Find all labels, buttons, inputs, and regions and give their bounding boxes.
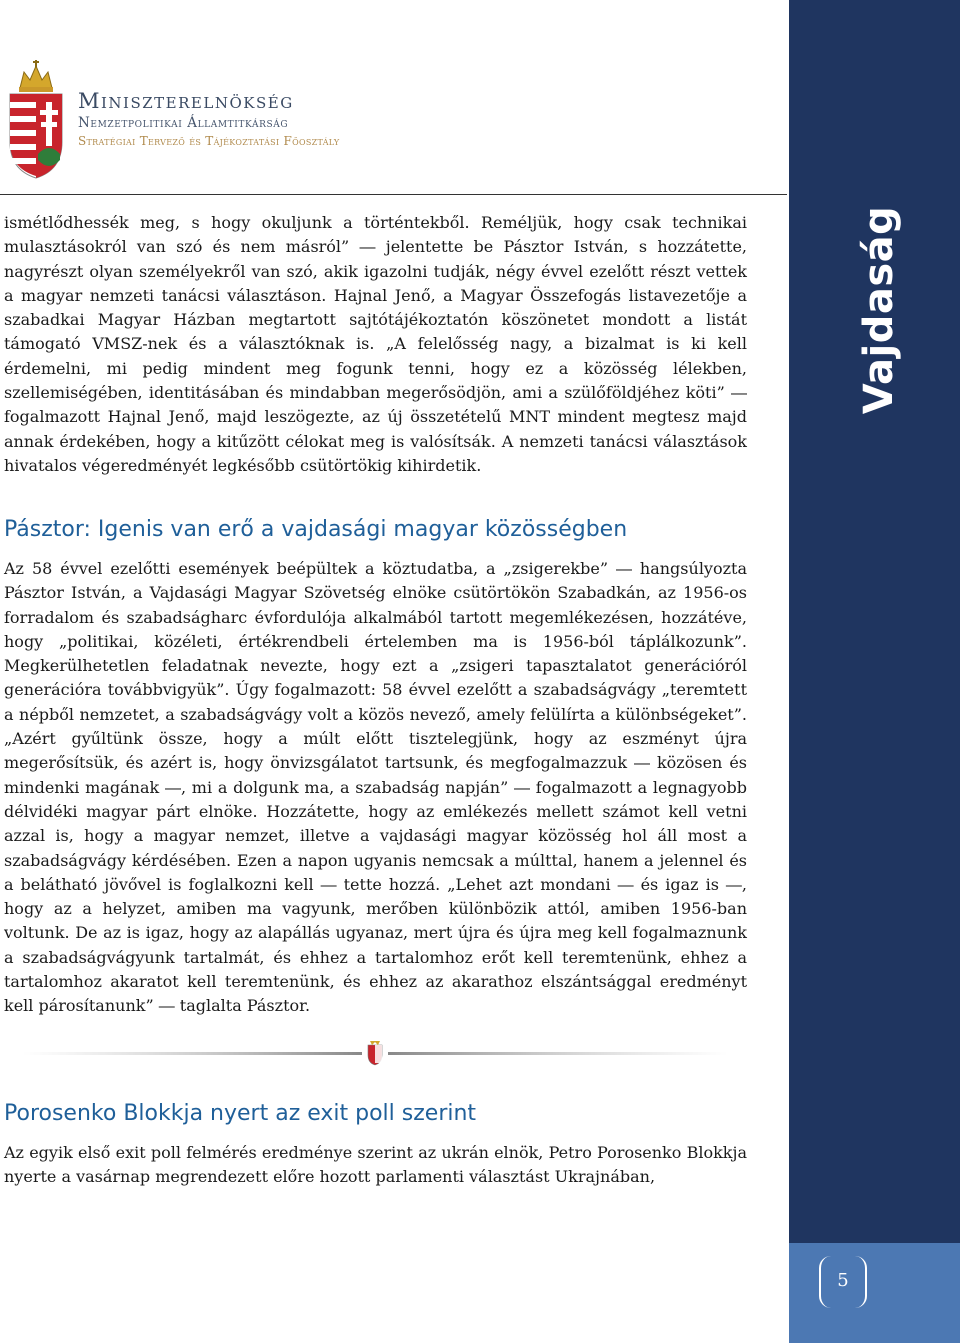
organization-name <box>78 88 778 150</box>
sidebar <box>789 0 960 1343</box>
coat-of-arms-logo <box>6 58 66 180</box>
section-label: Vajdaság <box>856 205 902 415</box>
page-number: 5 <box>837 1270 849 1291</box>
header-rule <box>0 194 787 195</box>
article-paragraph: ismétlődhessék meg, s hogy okuljunk a történtekből. Reméljük, hogy csak technikai mulasztásokról van szó és nem másról” ― jelentette be Pásztor István, s hozzátette, nagyrészt olyan személyekről van szó, akik igazolni tudják, négy évvel ezelőtt részt vettek a magyar nemzeti tanácsi választáson. Hajnal Jenő, a Magyar Összefogás listavezetője a szabadkai Magyar Házban megtartott sajtótájékoztatón köszönetet mondott a listát támogató VMSZ-nek és a választóknak is. „A felelősség nagy, a bizalmat is ki kell érdemelni, mi pedig mindent meg fogunk tenni, hogy ez a közösség lélekben, szellemiségében, identitásában és mindabban megerősödjön, ami a szülőföldjéhez köti” ― fogalmazott Hajnal Jenő, majd leszögezte, az új összetételű MNT mindent megtesz majd annak érdekében, hogy a kitűzött célokat meg is valósítsák. A nemzeti tanácsi választások hivatalos végeredményét legkésőbb csütörtökig kihirdetik. <box>4 213 747 475</box>
page-number-frame <box>819 1256 867 1308</box>
org-line-3: Stratégiai Tervező és Tájékoztatási Főosztály <box>78 134 340 148</box>
article-title: Pásztor: Igenis van erő a vajdasági magyar közösségben <box>4 517 628 542</box>
org-line-1: Miniszterelnökség <box>78 89 294 113</box>
sidebar-footer <box>789 1243 960 1343</box>
org-line-2: Nemzetpolitikai Államtitkárság <box>78 115 289 131</box>
article-title: Porosenko Blokkja nyert az exit poll szerint <box>4 1101 477 1126</box>
article-paragraph: Az 58 évvel ezelőtti események beépültek a köztudatba, a „zsigerekbe” ― hangsúlyozta Pásztor István, a Vajdasági Magyar Szövetség elnöke csütörtökön Szabadkán, az 1956-os forradalom és szabadságharc évfordulója alkalmából tartott megemlékezésen, hozzátéve, hogy „politikai, közéleti, értékrendbeli értelemben ma is 1956-ból táplálkozunk”. Megkerülhetetlen feladatnak nevezte, hogy ezt a „zsigeri tapasztalatot generációról generációra továbbvigyük”. Úgy fogalmazott: 58 évvel ezelőtt a szabadságvágy „teremtett a népből nemzetet, a szabadságvágy volt a közös nevező, amely felülírta a különbségeket”. „Azért gyűltünk össze, hogy a múlt előtt tisztelegjünk, hogy az eszményt újra megerősítsük, és azért is, hogy önvizsgálatot tartsunk, és megfogalmazzuk ― közösen és mindenki magának ―, mi a dolgunk ma, a szabadság napján” ― fogalmazott a legnagyobb délvidéki magyar párt elnöke. Hozzátette, hogy az emlékezés mellett számot kell vetni azzal is, hogy a magyar nemzet, illetve a vajdasági magyar közösség hol áll most a szabadságvágy kérdésében. Ezen a napon ugyanis nemcsak a múlttal, hanem a jelennel és a belátható jövővel is foglalkozni kell ― tette hozzá. „Lehet azt mondani ― és igaz is ―, hogy az a helyzet, amiben ma vagyunk, merőben különbözik attól, amiben 1956-ban voltunk. De az is igaz, hogy az alapállás ugyanaz, mert újra és újra meg kell fogalmaznunk a szabadságvágyunk tartalmát, és ehhez a tartalomhoz erőt kell teremtenünk, ehhez a tartalomhoz akaratot kell teremtenünk, és ehhez az akarathoz elszántsággal eredményt kell párosítanunk” ― taglalta Pásztor. <box>4 559 747 1016</box>
ornamental-divider <box>22 1040 728 1066</box>
article-paragraph: Az egyik első exit poll felmérés eredménye szerint az ukrán elnök, Petro Porosenko Blokkja nyerte a vasárnap megrendezett előre hozott parlamenti választást Ukrajnában, <box>4 1143 747 1187</box>
